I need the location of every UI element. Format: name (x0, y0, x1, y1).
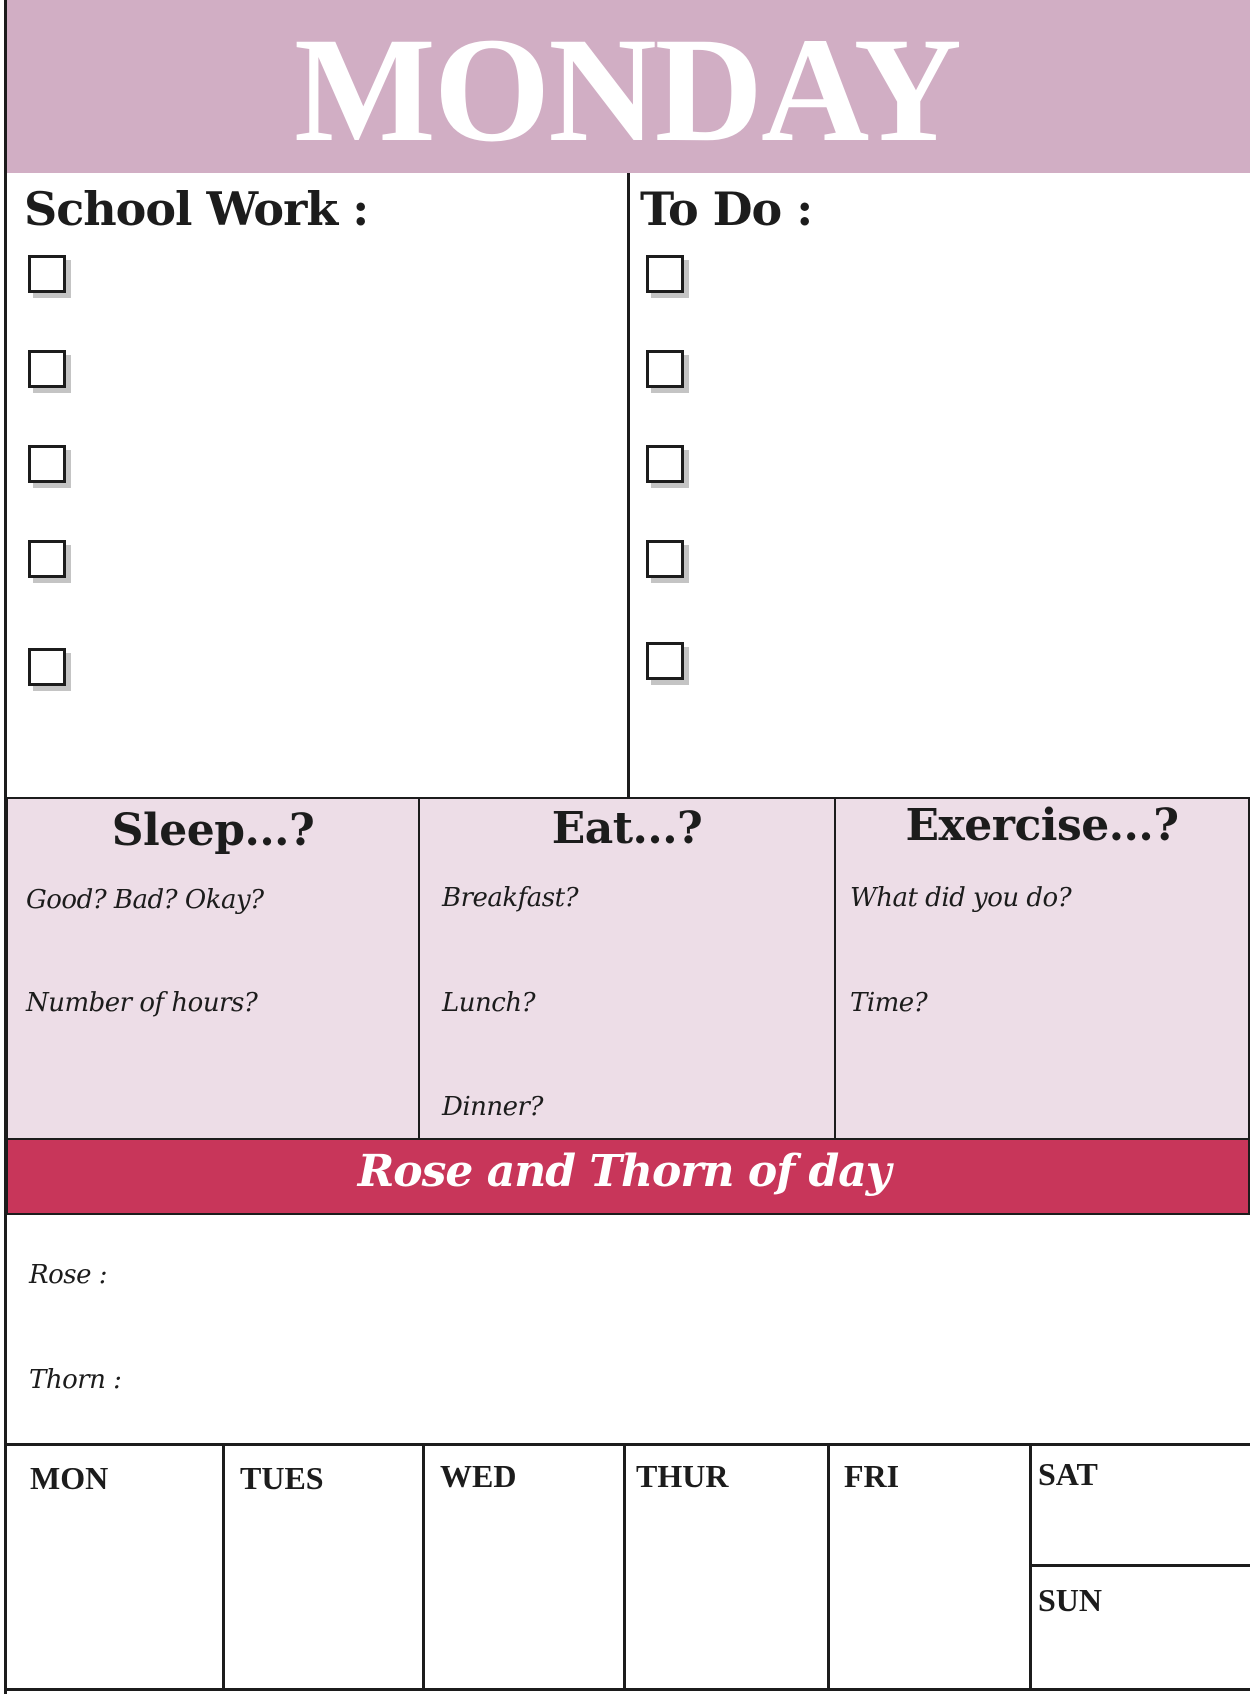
to-do-checkbox[interactable] (646, 350, 684, 388)
to-do-checkbox[interactable] (646, 642, 684, 680)
eat-title: Eat...? (551, 803, 703, 854)
to-do-checkbox[interactable] (646, 445, 684, 483)
weekend-divider (1029, 1564, 1250, 1567)
column-divider (627, 173, 630, 798)
to-do-checkbox[interactable] (646, 255, 684, 293)
school-work-checkbox[interactable] (28, 445, 66, 483)
rose-label: Rose : (29, 1260, 107, 1290)
week-divider (623, 1443, 626, 1691)
dinner-prompt: Dinner? (442, 1092, 543, 1122)
exercise-activity-prompt: What did you do? (850, 883, 1072, 913)
rose-thorn-title: Rose and Thorn of day (357, 1146, 891, 1197)
day-wed: WED (440, 1458, 517, 1494)
page-title: MONDAY (294, 7, 960, 173)
day-sun: SUN (1038, 1582, 1103, 1618)
school-work-checkbox[interactable] (28, 350, 66, 388)
breakfast-prompt: Breakfast? (442, 883, 579, 913)
school-work-checkbox[interactable] (28, 648, 66, 686)
sleep-title: Sleep...? (111, 805, 315, 856)
to-do-checkbox[interactable] (646, 540, 684, 578)
day-tues: TUES (240, 1460, 324, 1496)
week-divider (1029, 1443, 1032, 1691)
exercise-title: Exercise...? (905, 800, 1179, 851)
sleep-hours-prompt: Number of hours? (26, 988, 258, 1018)
thorn-label: Thorn : (29, 1365, 122, 1395)
week-divider (222, 1443, 225, 1691)
school-work-checkbox[interactable] (28, 540, 66, 578)
day-fri: FRI (844, 1458, 900, 1494)
sleep-quality-prompt: Good? Bad? Okay? (26, 885, 264, 915)
to-do-title: To Do : (640, 182, 813, 236)
day-mon: MON (30, 1460, 109, 1496)
week-divider (422, 1443, 425, 1691)
exercise-time-prompt: Time? (850, 988, 928, 1018)
lunch-prompt: Lunch? (442, 988, 536, 1018)
day-thur: THUR (636, 1458, 729, 1494)
school-work-title: School Work : (24, 182, 369, 236)
week-bottom-border (6, 1688, 1250, 1691)
week-top-border (6, 1443, 1250, 1446)
day-sat: SAT (1038, 1456, 1098, 1492)
school-work-checkbox[interactable] (28, 255, 66, 293)
week-divider (827, 1443, 830, 1691)
